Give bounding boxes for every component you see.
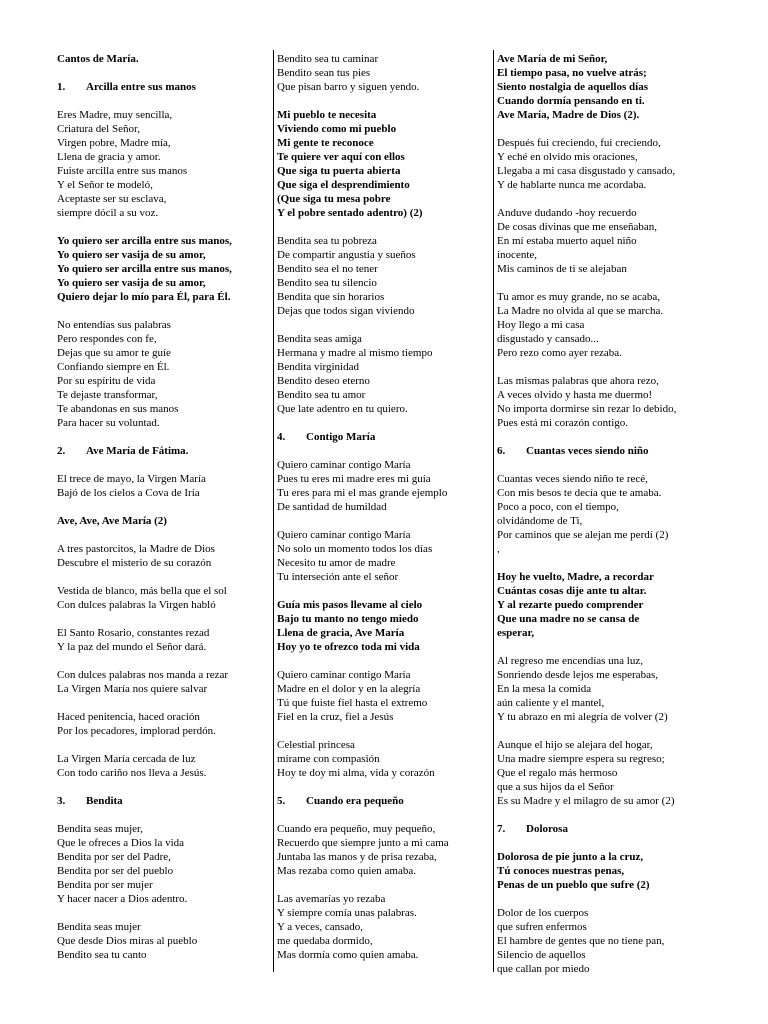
lyric-line: A veces olvido y hasta me duermo! <box>497 389 653 401</box>
lyric-line: Dejas que todos sigan viviendo <box>277 305 415 317</box>
lyric-line: mírame con compasión <box>277 753 380 765</box>
lyric-line: Hoy yo te ofrezco toda mi vida <box>277 641 420 653</box>
column-1 <box>57 52 269 962</box>
stanza <box>277 52 491 94</box>
lyric-line: Y a veces, cansado, <box>277 921 364 933</box>
lyric-line: Vestida de blanco, más bella que el sol <box>57 585 227 597</box>
lyric-line: Bajó de los cielos a Cova de Iría <box>57 487 200 499</box>
lyric-line: (Que siga tu mesa pobre <box>277 193 391 205</box>
stanza <box>57 710 269 738</box>
stanza-gap <box>277 878 491 892</box>
lyric-line: Haced penitencia, haced oración <box>57 711 200 723</box>
stanza-gap <box>57 94 269 108</box>
lyric-line: Guía mis pasos llevame al cielo <box>277 599 423 611</box>
lyric-line: Con mis besos te decía que te amaba. <box>497 487 662 499</box>
stanza-gap <box>277 444 491 458</box>
lyric-line: Pues está mi corazón contigo. <box>497 417 629 429</box>
lyric-line: Quiero caminar contigo María <box>277 459 411 471</box>
lyric-line: Con todo cariño nos lleva a Jesús. <box>57 767 207 779</box>
lyric-line: esperar, <box>497 627 535 639</box>
lyric-line: Bendita por ser del pueblo <box>57 865 174 877</box>
lyric-line: Cuántas cosas dije ante tu altar. <box>497 585 647 597</box>
chorus <box>277 108 491 220</box>
lyric-line: Dolorosa de pie junto a la cruz, <box>497 851 644 863</box>
lyric-line: Te dejaste transformar, <box>57 389 158 401</box>
lyric-line: Tu interseción ante el señor <box>277 571 399 583</box>
stanza-gap <box>497 836 719 850</box>
stanza-gap <box>277 654 491 668</box>
lyric-line: Silencio de aquellos <box>497 949 586 961</box>
lyric-line: que a sus hijos da el Señor <box>497 781 614 793</box>
lyric-line: El tiempo pasa, no vuelve atrás; <box>497 67 647 79</box>
stanza-gap <box>57 500 269 514</box>
stanza-gap <box>57 906 269 920</box>
stanza-gap <box>57 808 269 822</box>
song-heading <box>277 430 491 444</box>
lyric-line: inocente, <box>497 249 538 261</box>
lyric-line: Tu amor es muy grande, no se acaba, <box>497 291 661 303</box>
song-title: Ave María de Fátima. <box>86 445 189 457</box>
stanza <box>277 332 491 416</box>
song-title: Dolorosa <box>526 823 568 835</box>
lyric-line: Pero rezo como ayer rezaba. <box>497 347 622 359</box>
lyric-line: Yo quiero ser vasija de su amor, <box>57 277 206 289</box>
lyric-line: Ave, Ave, Ave María (2) <box>57 515 167 527</box>
stanza <box>497 906 719 976</box>
lyric-line: Pero respondes con fe, <box>57 333 157 345</box>
stanza-gap <box>57 304 269 318</box>
lyric-line: , <box>497 543 500 555</box>
lyric-line: Necesito tu amor de madre <box>277 557 396 569</box>
stanza-gap <box>57 612 269 626</box>
stanza-gap <box>277 318 491 332</box>
lyric-line: Mis caminos de ti se alejaban <box>497 263 627 275</box>
lyric-line: disgustado y cansado... <box>497 333 599 345</box>
stanza <box>497 472 719 556</box>
lyric-line: Fuiste arcilla entre sus manos <box>57 165 188 177</box>
lyric-line: Eres Madre, muy sencilla, <box>57 109 173 121</box>
lyric-line: Juntaba las manos y de prisa rezaba, <box>277 851 437 863</box>
stanza <box>277 458 491 514</box>
lyric-line: Bendita seas amiga <box>277 333 362 345</box>
lyric-line: Viviendo como mi pueblo <box>277 123 397 135</box>
song-title: Cuantas veces siendo niño <box>526 445 649 457</box>
lyric-line: Hoy te doy mi alma, vida y corazón <box>277 767 435 779</box>
lyric-line: Mi gente te reconoce <box>277 137 374 149</box>
stanza <box>277 528 491 584</box>
stanza-gap <box>57 430 269 444</box>
lyric-line: El trece de mayo, la Virgen María <box>57 473 206 485</box>
lyric-line: olvidándome de Ti, <box>497 515 583 527</box>
lyric-line: El hambre de gentes que no tiene pan, <box>497 935 665 947</box>
lyric-line: Bendito deseo eterno <box>277 375 370 387</box>
lyric-line: Con dulces palabras la Virgen habló <box>57 599 216 611</box>
song-number: 4. <box>277 431 286 443</box>
stanza-gap <box>57 738 269 752</box>
lyric-line: De cosas divinas que me enseñaban, <box>497 221 658 233</box>
stanza <box>57 822 269 906</box>
stanza-gap <box>57 570 269 584</box>
lyric-line: Yo quiero ser arcilla entre sus manos, <box>57 263 232 275</box>
song-title: Bendita <box>86 795 123 807</box>
stanza-gap <box>277 584 491 598</box>
lyric-line: Llena de gracia, Ave María <box>277 627 405 639</box>
stanza-gap <box>497 192 719 206</box>
lyric-line: Bendita que sin horarios <box>277 291 385 303</box>
lyric-line: Yo quiero ser vasija de su amor, <box>57 249 206 261</box>
song-number: 2. <box>57 445 66 457</box>
lyric-line: Por los pecadores, implorad perdón. <box>57 725 216 737</box>
song-title: Cuando era pequeño <box>306 795 404 807</box>
lyric-line: El Santo Rosario, constantes rezad <box>57 627 210 639</box>
stanza <box>57 668 269 696</box>
stanza-gap <box>497 122 719 136</box>
stanza <box>57 920 269 962</box>
stanza-gap <box>497 892 719 906</box>
lyric-line: Y siempre comía unas palabras. <box>277 907 417 919</box>
lyric-line: Hermana y madre al mismo tiempo <box>277 347 433 359</box>
lyric-line: Que late adentro en tu quiero. <box>277 403 408 415</box>
stanza <box>57 542 269 570</box>
stanza-gap <box>277 724 491 738</box>
lyric-line: Bendita virginidad <box>277 361 359 373</box>
stanza <box>497 206 719 276</box>
lyric-line: Cuando dormía pensando en ti. <box>497 95 645 107</box>
song-heading <box>57 444 269 458</box>
lyric-line: Que siga el desprendimiento <box>277 179 410 191</box>
lyric-line: Y hacer nacer a Dios adentro. <box>57 893 188 905</box>
lyric-line: Y la paz del mundo el Señor dará. <box>57 641 207 653</box>
lyric-line: Que una madre no se cansa de <box>497 613 640 625</box>
lyric-line: Bendito sea el no tener <box>277 263 378 275</box>
stanza <box>57 108 269 220</box>
stanza <box>277 234 491 318</box>
lyric-line: Te abandonas en sus manos <box>57 403 179 415</box>
chorus <box>277 598 491 654</box>
lyric-line: Es su Madre y el milagro de su amor (2) <box>497 795 675 807</box>
lyric-line: Aunque el hijo se alejara del hogar, <box>497 739 653 751</box>
lyric-line: Bendita por ser mujer <box>57 879 153 891</box>
lyric-line: Anduve dudando -hoy recuerdo <box>497 207 637 219</box>
stanza <box>57 318 269 430</box>
song-heading <box>497 822 719 836</box>
lyric-line: Descubre el misterio de su corazón <box>57 557 212 569</box>
stanza <box>277 822 491 878</box>
lyric-line: Y de hablarte nunca me acordaba. <box>497 179 647 191</box>
lyric-line: Que desde Dios miras al pueblo <box>57 935 198 947</box>
stanza <box>497 374 719 430</box>
lyric-line: Recuerdo que siempre junto a mi cama <box>277 837 449 849</box>
lyric-line: Quiero caminar contigo María <box>277 669 411 681</box>
column-2 <box>277 52 491 962</box>
chorus <box>57 514 269 528</box>
stanza <box>57 626 269 654</box>
lyric-line: Quiero caminar contigo María <box>277 529 411 541</box>
lyric-line: Y eché en olvido mis oraciones, <box>497 151 638 163</box>
stanza <box>497 136 719 192</box>
song-heading <box>57 794 269 808</box>
stanza-gap <box>277 514 491 528</box>
lyric-line: Y tu abrazo en mi alegría de volver (2) <box>497 711 668 723</box>
lyric-line: Dolor de los cuerpos <box>497 907 589 919</box>
lyric-line: aún caliente y el mantel, <box>497 697 605 709</box>
song-number: 5. <box>277 795 286 807</box>
lyric-line: Y el Señor te modeló, <box>57 179 153 191</box>
song-title: Contigo María <box>306 431 376 443</box>
lyric-line: Bendito sean tus pies <box>277 67 371 79</box>
chorus <box>497 570 719 640</box>
stanza-gap <box>57 458 269 472</box>
lyric-line: Que le ofreces a Dios la vida <box>57 837 185 849</box>
lyric-line: La Madre no olvida al que se marcha. <box>497 305 664 317</box>
lyric-line: Mas rezaba como quien amaba. <box>277 865 416 877</box>
lyric-line: Criatura del Señor, <box>57 123 140 135</box>
lyric-line: Y el pobre sentado adentro) (2) <box>277 207 423 219</box>
song-number: 3. <box>57 795 66 807</box>
lyric-line: No solo un momento todos los días <box>277 543 433 555</box>
lyric-line: Que el regalo más hermoso <box>497 767 618 779</box>
lyric-line: Las avemarías yo rezaba <box>277 893 386 905</box>
lyric-line: Te quiere ver aquí con ellos <box>277 151 405 163</box>
stanza-gap <box>57 696 269 710</box>
lyric-line: Después fui creciendo, fui creciendo, <box>497 137 661 149</box>
stanza <box>497 738 719 808</box>
stanza <box>277 668 491 724</box>
stanza <box>57 584 269 612</box>
stanza-gap <box>57 654 269 668</box>
lyric-line: Llegaba a mi casa disgustado y cansado, <box>497 165 676 177</box>
lyric-line: Que siga tu puerta abierta <box>277 165 401 177</box>
lyric-line: Ave María, Madre de Dios (2). <box>497 109 640 121</box>
stanza-gap <box>277 94 491 108</box>
stanza-gap <box>57 66 269 80</box>
lyric-line: Hoy llego a mi casa <box>497 319 585 331</box>
song-number: 1. <box>57 81 66 93</box>
lyric-line: Bendito sea tu amor <box>277 389 366 401</box>
lyric-line: que sufren enfermos <box>497 921 587 933</box>
lyric-line: Confiando siempre en Él. <box>57 361 170 373</box>
stanza <box>497 654 719 724</box>
lyric-line: Virgen pobre, Madre mía, <box>57 137 171 149</box>
lyric-line: Dejas que su amor te guíe <box>57 347 171 359</box>
lyric-line: Para hacer su voluntad. <box>57 417 160 429</box>
lyric-line: Bendito sea tu caminar <box>277 53 379 65</box>
lyric-line: Aceptaste ser su esclava, <box>57 193 167 205</box>
lyric-line: Tú que fuiste fiel hasta el extremo <box>277 697 428 709</box>
lyric-line: A tres pastorcitos, la Madre de Dios <box>57 543 215 555</box>
lyric-line: Bendita seas mujer <box>57 921 141 933</box>
lyric-line: Al regreso me encendías una luz, <box>497 655 643 667</box>
lyric-line: De compartir angustia y sueños <box>277 249 416 261</box>
column-divider <box>493 50 494 972</box>
lyric-line: Una madre siempre espera su regreso; <box>497 753 665 765</box>
lyric-line: Celestial princesa <box>277 739 355 751</box>
lyric-line: Llena de gracia y amor. <box>57 151 161 163</box>
stanza-gap <box>277 416 491 430</box>
stanza-gap <box>277 780 491 794</box>
lyric-line: En mí estaba muerto aquel niño <box>497 235 637 247</box>
song-number: 6. <box>497 445 506 457</box>
lyric-line: Cuantas veces siendo niño te recé, <box>497 473 648 485</box>
lyric-line: Bendita seas mujer, <box>57 823 144 835</box>
lyric-line: Bendito sea tu canto <box>57 949 147 961</box>
song-title: Arcilla entre sus manos <box>86 81 196 93</box>
lyric-line: Bendita por ser del Padre, <box>57 851 171 863</box>
lyric-line: Hoy he vuelto, Madre, a recordar <box>497 571 654 583</box>
stanza <box>57 472 269 500</box>
stanza-gap <box>277 220 491 234</box>
lyric-line: Que pisan barro y siguen yendo. <box>277 81 420 93</box>
lyric-line: Por su espíritu de vida <box>57 375 156 387</box>
chorus <box>497 52 719 122</box>
stanza <box>497 290 719 360</box>
stanza-gap <box>57 528 269 542</box>
stanza-gap <box>57 220 269 234</box>
lyric-line: Siento nostalgia de aquellos días <box>497 81 648 93</box>
lyric-line: que callan por miedo <box>497 963 590 975</box>
lyric-line: Bendita sea tu pobreza <box>277 235 377 247</box>
stanza-gap <box>497 430 719 444</box>
song-heading <box>277 794 491 808</box>
lyric-line: En la mesa la comida <box>497 683 592 695</box>
song-heading <box>497 444 719 458</box>
stanza-gap <box>497 808 719 822</box>
lyric-line: La Virgen María cercada de luz <box>57 753 196 765</box>
lyric-line: Con dulces palabras nos manda a rezar <box>57 669 229 681</box>
lyric-line: Ave María de mi Señor, <box>497 53 608 65</box>
lyric-line: Penas de un pueblo que sufre (2) <box>497 879 650 891</box>
lyric-line: La Virgen María nos quiere salvar <box>57 683 208 695</box>
stanza <box>57 752 269 780</box>
song-heading <box>57 80 269 94</box>
lyric-line: Quiero dejar lo mío para Él, para Él. <box>57 291 231 303</box>
stanza-gap <box>497 640 719 654</box>
stanza-gap <box>277 808 491 822</box>
stanza-gap <box>57 780 269 794</box>
lyric-line: Fiel en la cruz, fiel a Jesús <box>277 711 394 723</box>
lyric-line: Mas dormía como quien amaba. <box>277 949 419 961</box>
stanza-gap <box>497 360 719 374</box>
lyric-line: Cuando era pequeño, muy pequeño, <box>277 823 436 835</box>
lyric-line: Sonriendo desde lejos me esperabas, <box>497 669 658 681</box>
lyric-line: Bajo tu manto no tengo miedo <box>277 613 419 625</box>
lyric-line: Mi pueblo te necesita <box>277 109 377 121</box>
lyric-line: Tu eres para mi el mas grande ejemplo <box>277 487 448 499</box>
stanza <box>277 892 491 962</box>
column-3 <box>497 52 719 976</box>
lyric-line: Y al rezarte puedo comprender <box>497 599 644 611</box>
stanza-gap <box>497 458 719 472</box>
lyric-line: Por caminos que se alejan me perdí (2) <box>497 529 669 541</box>
lyric-line: Poco a poco, con el tiempo, <box>497 501 619 513</box>
lyric-line: me quedaba dormido, <box>277 935 373 947</box>
stanza-gap <box>497 556 719 570</box>
lyric-line: siempre dócil a su voz. <box>57 207 159 219</box>
lyric-line: No importa dormirse sin rezar lo debido, <box>497 403 677 415</box>
lyric-line: De santidad de humildad <box>277 501 387 513</box>
lyric-line: Las mismas palabras que ahora rezo, <box>497 375 659 387</box>
document-title: Cantos de María. <box>57 53 139 65</box>
song-number: 7. <box>497 823 506 835</box>
lyric-line: Bendito sea tu silencio <box>277 277 377 289</box>
lyric-line: Pues tu eres mi madre eres mi guía <box>277 473 431 485</box>
lyric-line: Yo quiero ser arcilla entre sus manos, <box>57 235 232 247</box>
stanza <box>277 738 491 780</box>
column-divider <box>273 50 274 972</box>
chorus <box>497 850 719 892</box>
lyric-line: No entendías sus palabras <box>57 319 171 331</box>
lyric-line: Tú conoces nuestras penas, <box>497 865 625 877</box>
lyric-line: Madre en el dolor y en la alegría <box>277 683 421 695</box>
stanza-gap <box>497 724 719 738</box>
chorus <box>57 234 269 304</box>
stanza-gap <box>497 276 719 290</box>
